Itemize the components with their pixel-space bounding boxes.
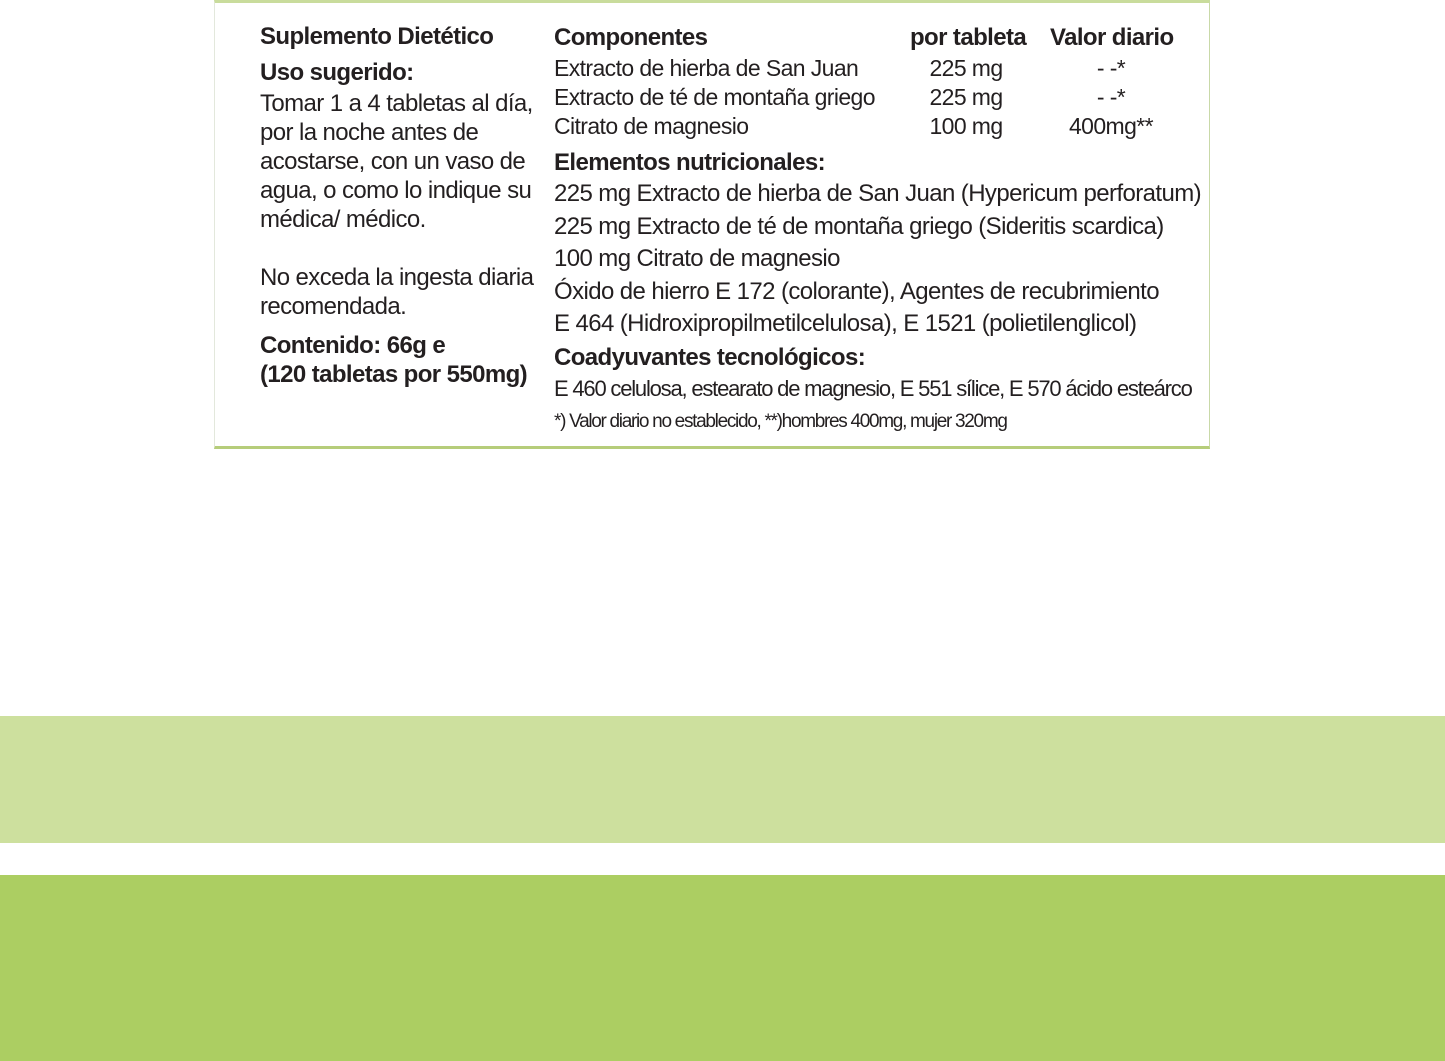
technological-text: E 460 celulosa, estearato de magnesio, E 551 sílice, E 570 ácido esteárco xyxy=(554,375,1192,401)
component-per-tablet: 100 mg xyxy=(929,113,1003,139)
nutritional-line: 225 mg Extracto de té de montaña griego (Sideritis scardica) xyxy=(554,212,1164,240)
warning-text: No exceda la ingesta diaria recomendada. xyxy=(260,264,534,320)
technological-heading: Coadyuvantes tecnológicos: xyxy=(554,343,866,371)
header-per-tablet: por tableta xyxy=(910,24,1027,51)
nutritional-heading: Elementos nutricionales: xyxy=(554,149,825,176)
component-daily-value: 400mg** xyxy=(1068,113,1154,139)
component-per-tablet: 225 mg xyxy=(929,55,1003,81)
dark-green-band xyxy=(0,875,1445,1061)
content-amount: Contenido: 66g e xyxy=(260,332,446,359)
nutritional-line: Óxido de hierro E 172 (colorante), Agentes de recubrimiento xyxy=(554,277,1159,305)
component-name: Extracto de té de montaña griego xyxy=(554,84,875,110)
nutritional-line: 225 mg Extracto de hierba de San Juan (Hypericum perforatum) xyxy=(554,180,1202,207)
component-name: Extracto de hierba de San Juan xyxy=(554,55,859,81)
table-row xyxy=(554,54,1194,83)
content-tablets: (120 tabletas por 550mg) xyxy=(260,361,528,388)
footnote: *) Valor diario no establecido, **)hombres 400mg, mujer 320mg xyxy=(554,410,1007,432)
light-green-band xyxy=(0,716,1445,843)
header-daily-value: Valor diario xyxy=(1050,24,1174,51)
usage-text: Tomar 1 a 4 tabletas al día, por la noche antes de acostarse, con un vaso de agua, o como lo indique su médica/ médico. xyxy=(260,90,533,233)
table-row xyxy=(554,83,1194,112)
component-daily-value: - -* xyxy=(1096,84,1126,110)
header-components: Componentes xyxy=(554,24,708,51)
component-per-tablet: 225 mg xyxy=(929,84,1003,110)
usage-heading: Uso sugerido: xyxy=(260,59,414,86)
table-row xyxy=(554,112,1194,141)
component-daily-value: - -* xyxy=(1096,55,1126,81)
components-header-row xyxy=(554,22,1194,54)
nutritional-line: 100 mg Citrato de magnesio xyxy=(554,245,840,272)
nutritional-line: E 464 (Hidroxipropilmetilcelulosa), E 1521 (polietilenglicol) xyxy=(554,310,1137,337)
composition-column xyxy=(554,22,1202,439)
product-type-title: Suplemento Dietético xyxy=(260,23,494,50)
components-table xyxy=(554,22,1194,146)
usage-column xyxy=(260,22,540,389)
component-name: Citrato de magnesio xyxy=(554,113,749,139)
